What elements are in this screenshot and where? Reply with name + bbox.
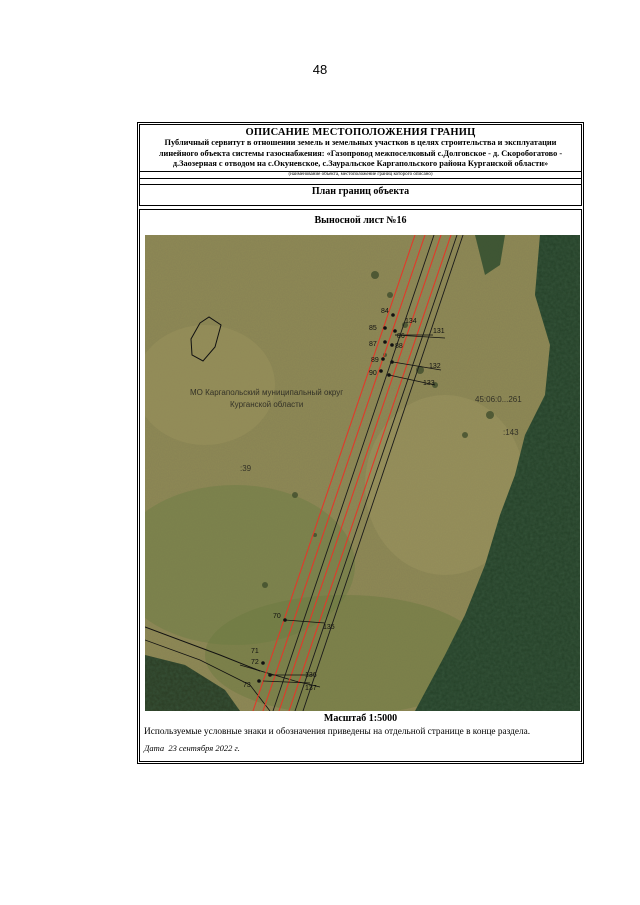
point-label: 87 [369,341,377,348]
point-label: 89 [371,357,379,364]
point-label: 131 [433,328,445,335]
point-label: 73 [243,682,251,689]
header-box [139,124,582,206]
point-label: 90 [369,370,377,377]
point-label: 70 [273,613,281,620]
point-label: 84 [381,308,389,315]
legend-note: Используемые условные знаки и обозначения приведены на отдельной странице в конце раздела. [144,727,531,737]
date-value: 23 сентября 2022 г. [168,743,240,753]
map-sheet [139,209,582,762]
header-title: ОПИСАНИЕ МЕСТОПОЛОЖЕНИЯ ГРАНИЦ [245,127,476,138]
point-label: 88 [395,343,403,350]
point-label: 136 [305,672,317,679]
sheet-title: Выносной лист №16 [314,215,407,226]
point-label: 133 [423,380,435,387]
page-number: 48 [312,62,328,77]
point-label: 85 [369,325,377,332]
point-label: 71 [251,648,259,655]
point-label: 72 [251,659,259,666]
point-label: 132 [429,363,441,370]
parcel-label: :39 [240,464,252,473]
municipality-label: МО Каргапольский муниципальный округ [190,388,344,397]
cadastral-label: 45:06:0...261 [475,395,522,404]
satellite-map [145,235,580,711]
municipality-label: Курганской области [230,400,304,409]
point-label: 134 [405,318,417,325]
point-label: 86 [397,333,405,340]
parcel-label: :143 [503,428,519,437]
date-label: Дата [144,743,165,753]
header-note: (наименование объекта, местоположение границ которого описано) [140,171,581,178]
header-description: Публичный сервитут в отношении земель и земельных участков в целях строительства и эксплуатации линейного объекта системы газоснабжения: «Газопровод межпоселковый с.Долговское - д. Скоробогатово - д.Заозерная с отводом на с.Окуневское, с.Зауральское Каргапольского района Курганской области» [158,138,563,168]
scale-label: Масштаб 1:5000 [323,713,398,724]
point-label: 137 [305,685,317,692]
point-label: 135 [323,624,335,631]
plan-title: План границ объекта [140,184,581,197]
date-line [144,743,240,753]
